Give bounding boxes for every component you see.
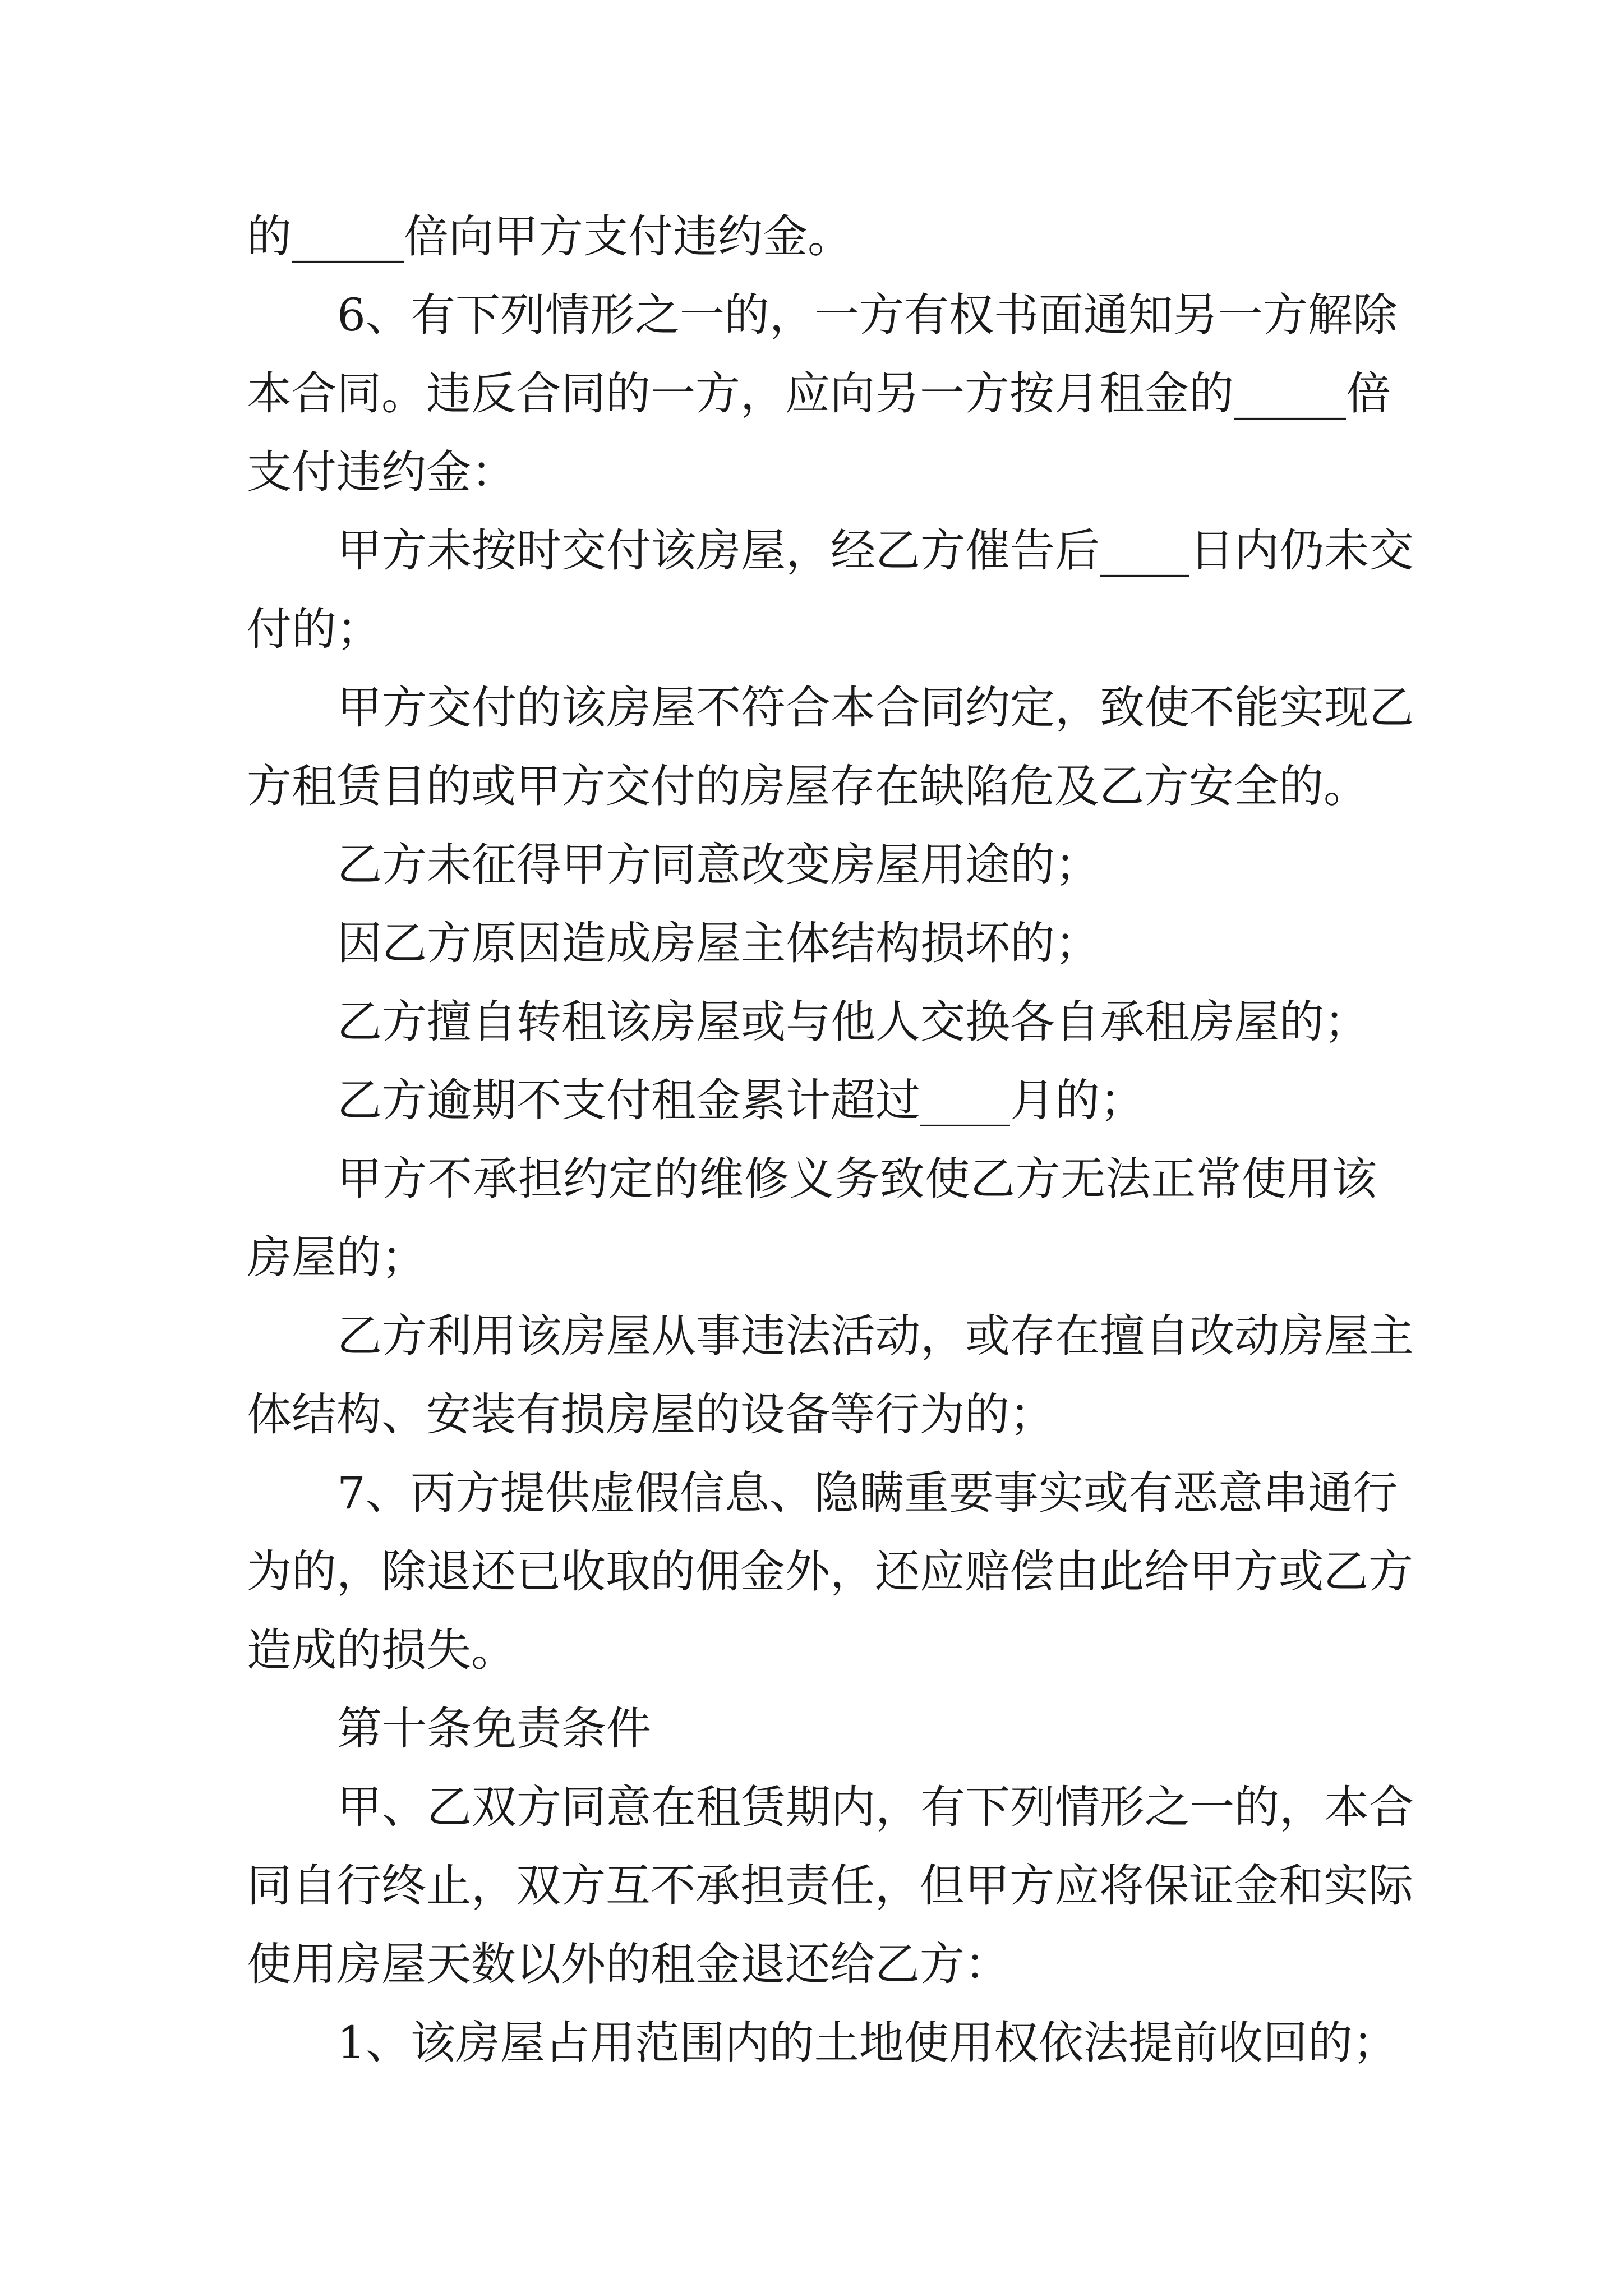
- text-line: 支付违约金：: [247, 446, 516, 498]
- section-heading: 第十条免责条件: [337, 1703, 651, 1755]
- text-line: 6、有下列情形之一的，一方有权书面通知另一方解除: [337, 289, 1398, 341]
- text-line: 因乙方原因造成房屋主体结构损坏的；: [337, 917, 1100, 969]
- text-line: 房屋的；: [247, 1231, 426, 1283]
- text-line: 甲方未按时交付该房屋，经乙方催告后____日内仍未交: [337, 524, 1414, 577]
- text-line: 为的，除退还已收取的佣金外，还应赔偿由此给甲方或乙方: [247, 1545, 1413, 1598]
- text-line: 乙方擅自转租该房屋或与他人交换各自承租房屋的；: [337, 996, 1369, 1048]
- text-line: 乙方未征得甲方同意改变房屋用途的；: [337, 839, 1100, 891]
- text-line: 乙方利用该房屋从事违法活动，或存在擅自改动房屋主: [337, 1310, 1414, 1362]
- text-line: 甲方不承担约定的维修义务致使乙方无法正常使用该: [337, 1153, 1377, 1205]
- text-line: 方租赁目的或甲方交付的房屋存在缺陷危及乙方安全的。: [247, 760, 1368, 812]
- text-line: 7、丙方提供虚假信息、隐瞒重要事实或有恶意串通行: [337, 1467, 1398, 1519]
- text-line: 1、该房屋占用范围内的土地使用权依法提前收回的；: [337, 2017, 1398, 2069]
- text-line: 付的；: [247, 603, 381, 655]
- text-line: 的_____倍向甲方支付违约金。: [247, 210, 852, 263]
- text-line: 造成的损失。: [247, 1624, 516, 1676]
- text-line: 本合同。违反合同的一方，应向另一方按月租金的_____倍: [247, 367, 1391, 420]
- text-line: 乙方逾期不支付租金累计超过____月的；: [337, 1074, 1145, 1126]
- text-line: 甲方交付的该房屋不符合本合同约定，致使不能实现乙: [337, 682, 1414, 734]
- text-line: 使用房屋天数以外的租金退还给乙方：: [247, 1938, 1009, 1990]
- text-line: 体结构、安装有损房屋的设备等行为的；: [247, 1388, 1054, 1441]
- text-line: 同自行终止，双方互不承担责任，但甲方应将保证金和实际: [247, 1860, 1413, 1912]
- text-line: 甲、乙双方同意在租赁期内，有下列情形之一的，本合: [337, 1781, 1414, 1833]
